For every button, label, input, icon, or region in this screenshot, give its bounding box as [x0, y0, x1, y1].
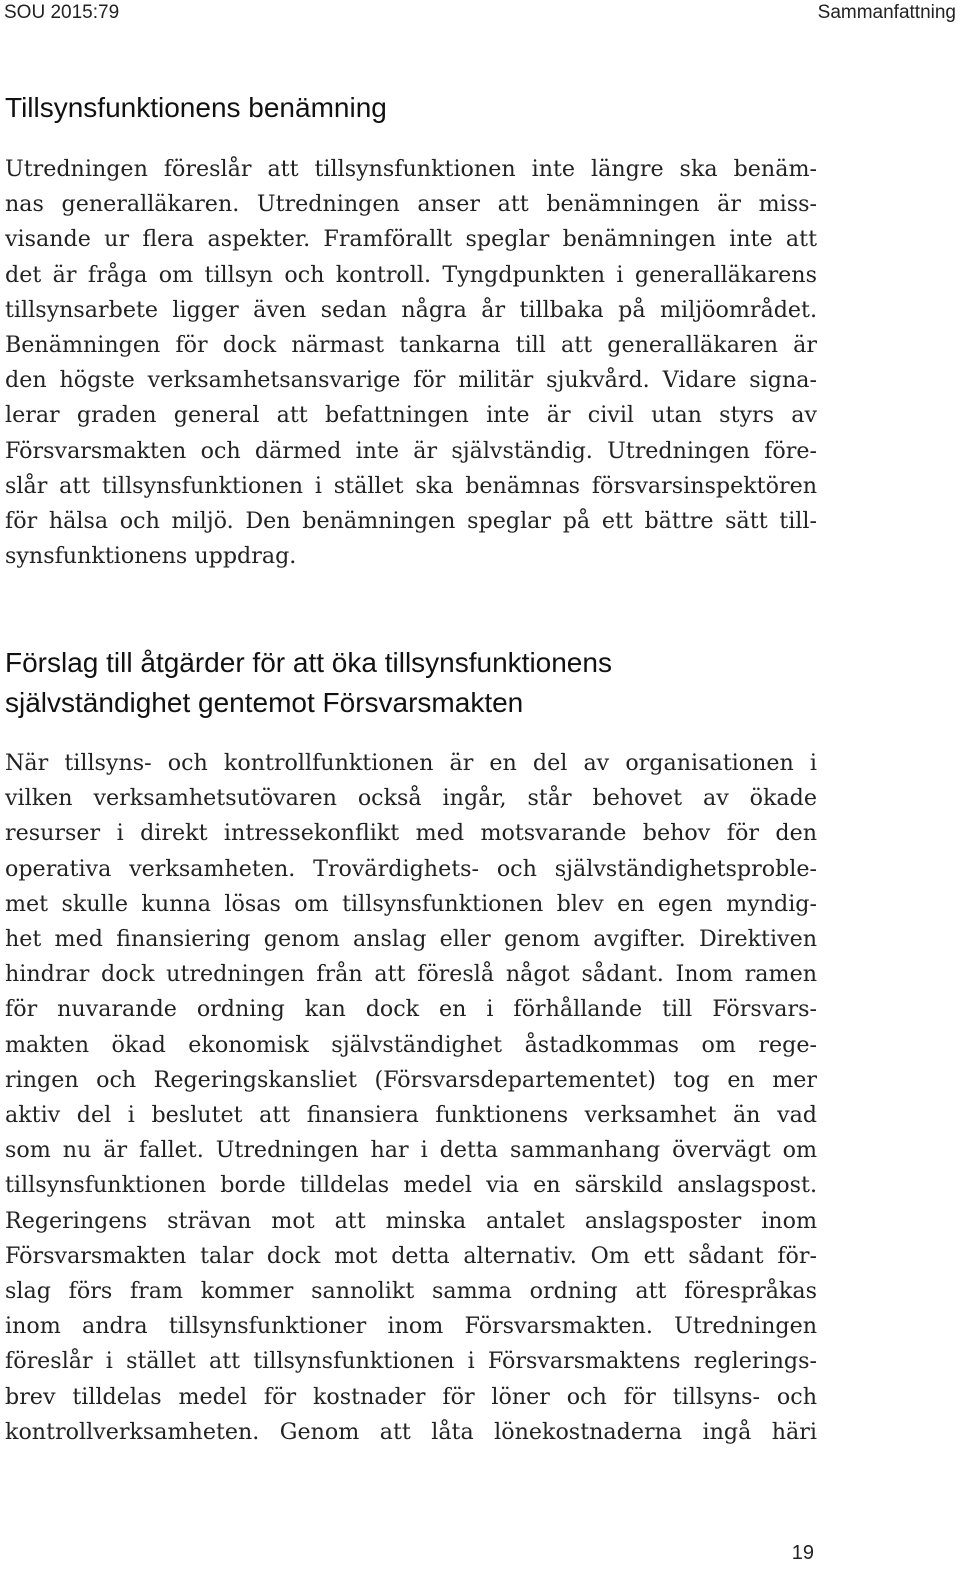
section-heading-atgarder: [5, 643, 817, 723]
text-line: som nu är fallet. Utredningen har i detta sammanhang övervägt om: [5, 1137, 817, 1164]
paragraph-atgarder: [5, 746, 817, 1450]
text-line: resurser i direkt intressekonflikt med motsvarande behov för den: [5, 820, 817, 847]
text-line: för hälsa och miljö. Den benämningen speglar på ett bättre sätt till-: [5, 508, 817, 535]
text-line: slår att tillsynsfunktionen i stället ska benämnas försvarsinspektören: [5, 472, 817, 499]
heading-line: Förslag till åtgärder för att öka tillsynsfunktionens: [5, 647, 612, 678]
text-line: den högste verksamhetsansvarige för militär sjukvård. Vidare signa-: [5, 367, 817, 394]
text-line: het med finansiering genom anslag eller genom avgifter. Direktiven: [5, 926, 817, 953]
text-line: Försvarsmakten och därmed inte är självständig. Utredningen före-: [5, 437, 817, 464]
text-line: Utredningen föreslår att tillsynsfunktionen inte längre ska benäm-: [5, 156, 817, 182]
text-line: tillsynsarbete ligger även sedan några år tillbaka på miljöområdet.: [5, 296, 817, 323]
running-header: [4, 0, 956, 26]
text-line: hindrar dock utredningen från att föreslå något sådant. Inom ramen: [5, 961, 817, 988]
text-line: tillsynsfunktionen borde tilldelas medel via en särskild anslagspost.: [5, 1172, 817, 1199]
section-heading-benamning: Tillsynsfunktionens benämning: [5, 92, 387, 123]
report-number: SOU 2015:79: [4, 2, 120, 23]
text-line: det är fråga om tillsyn och kontroll. Tyngdpunkten i generalläkarens: [5, 261, 817, 288]
text-line: nas generalläkaren. Utredningen anser att benämningen är miss-: [5, 191, 817, 218]
text-line: för nuvarande ordning kan dock en i förhållande till Försvars-: [5, 996, 817, 1023]
text-line: När tillsyns- och kontrollfunktionen är en del av organisationen i: [5, 750, 817, 776]
text-line: lerar graden general att befattningen inte är civil utan styrs av: [5, 402, 817, 429]
text-line: visande ur flera aspekter. Framförallt speglar benämningen inte att: [5, 226, 817, 253]
text-line: Regeringens strävan mot att minska antalet anslagsposter inom: [5, 1207, 817, 1234]
page-number: 19: [791, 1542, 814, 1564]
heading-line: självständighet gentemot Försvarsmakten: [5, 687, 524, 718]
text-line: inom andra tillsynsfunktioner inom Försvarsmakten. Utredningen: [5, 1313, 817, 1340]
text-line: föreslår i stället att tillsynsfunktionen i Försvarsmaktens reglerings-: [5, 1348, 817, 1375]
text-line: kontrollverksamheten. Genom att låta lönekostnaderna ingå häri: [5, 1418, 817, 1445]
text-line: Försvarsmakten talar dock mot detta alternativ. Om ett sådant för-: [5, 1242, 817, 1269]
chapter-title: Sammanfattning: [817, 2, 956, 23]
text-line: Benämningen för dock närmast tankarna till att generalläkaren är: [5, 332, 817, 359]
text-line: ringen och Regeringskansliet (Försvarsdepartementet) tog en mer: [5, 1066, 817, 1093]
text-line: operativa verksamheten. Trovärdighets- och självständighetsproble-: [5, 855, 817, 882]
text-line: met skulle kunna lösas om tillsynsfunktionen blev en egen myndig-: [5, 890, 817, 917]
text-line: synsfunktionens uppdrag.: [5, 543, 297, 570]
text-line: brev tilldelas medel för kostnader för löner och för tillsyns- och: [5, 1383, 817, 1410]
text-line: slag förs fram kommer sannolikt samma ordning att förespråkas: [5, 1278, 817, 1305]
text-line: aktiv del i beslutet att finansiera funktionens verksamhet än vad: [5, 1102, 817, 1129]
text-line: vilken verksamhetsutövaren också ingår, står behovet av ökade: [5, 785, 817, 812]
paragraph-benamning: [5, 152, 817, 574]
text-line: makten ökad ekonomisk självständighet åstadkommas om rege-: [5, 1031, 817, 1058]
